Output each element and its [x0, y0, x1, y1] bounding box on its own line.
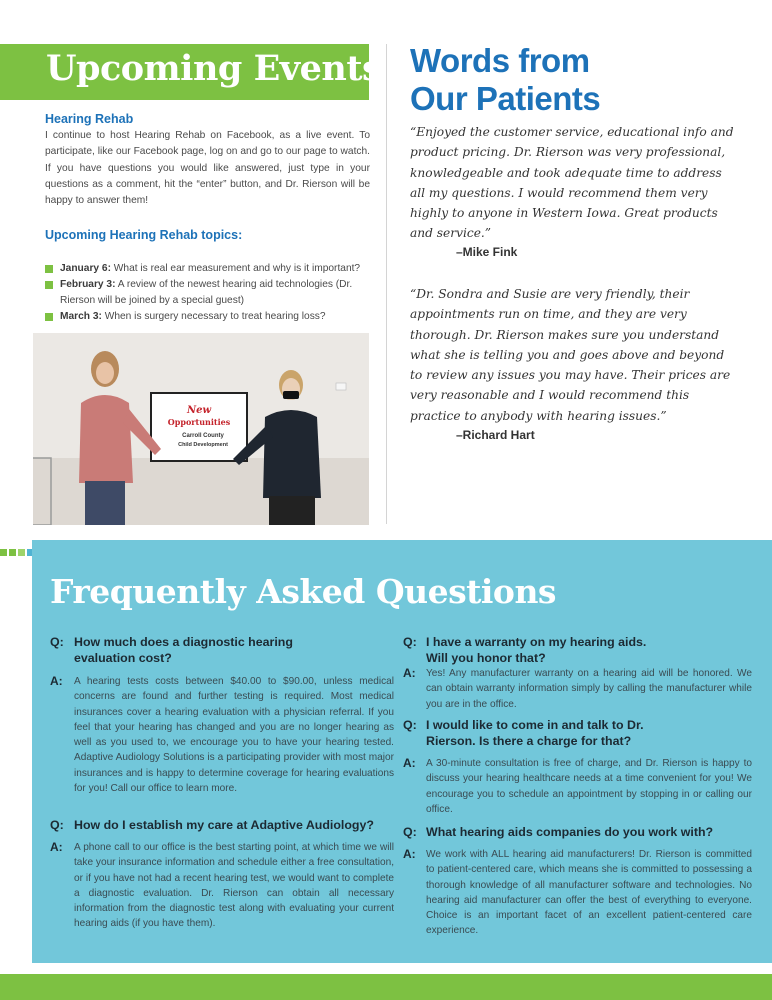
- answer-text: A 30-minute consultation is free of charge, and Dr. Rierson is happy to discuss your hearing healthcare needs at a time convenient for you! We encourage you to schedule an appointment by stopping in or calling our office.: [426, 758, 752, 815]
- answer-text: We work with ALL hearing aid manufacturers! Dr. Rierson is committed to patient-centered care, which means she is committed to possessing a thorough knowledge of all manufacturer software and technologies. No hearing aid manufacturer can offer the best of everything to everyone. Choice is an important facet of an excellent patient-centered care experience.: [426, 849, 752, 937]
- faq-question: [403, 634, 752, 666]
- faq-answer: [50, 674, 394, 796]
- q-label: Q:: [403, 718, 417, 732]
- square-bullet-icon: [45, 313, 53, 321]
- faq-question: [403, 717, 752, 749]
- a-label: A:: [403, 666, 416, 680]
- topics-heading: Upcoming Hearing Rehab topics:: [45, 228, 243, 242]
- events-title: Upcoming Events: [46, 48, 382, 89]
- q-label: Q:: [50, 635, 64, 649]
- hearing-rehab-text: I continue to host Hearing Rehab on Facebook, as a live event. To participate, like our Facebook page, log on and go to our page to watch. If you have questions you would like answered, just type in your questions as a comment, hit the “enter” button, and Dr. Rierson will be happy to answer them!: [45, 130, 370, 207]
- topic-date: February 3:: [60, 279, 116, 290]
- testimonial-author: –Richard Hart: [456, 428, 535, 442]
- square-decoration: [9, 549, 16, 556]
- words-title-line2: Our Patients: [410, 80, 601, 117]
- event-photo: [33, 333, 369, 525]
- sign-text: Child Development: [178, 442, 228, 448]
- q-label: Q:: [403, 825, 417, 839]
- testimonial-quote: “Dr. Sondra and Susie are very friendly, their appointments run on time, and they are very thorough. Dr. Rierson makes sure you understand what she is telling you and goes above and beyond to review any issues you may have. Their prices are very reasonable and I would recommend this practice to anybody with hearing issues.”: [410, 287, 731, 423]
- faq-question: [403, 824, 752, 840]
- topics-list: [45, 261, 375, 325]
- sign-text: New: [186, 405, 212, 416]
- question-text: I would like to come in and talk to Dr. Rierson. Is there a charge for that?: [426, 718, 644, 748]
- question-text: What hearing aids companies do you work with?: [426, 825, 714, 839]
- topic-date: January 6:: [60, 263, 111, 274]
- faq-question: [50, 817, 394, 833]
- square-decoration: [18, 549, 25, 556]
- q-label: Q:: [50, 818, 64, 832]
- a-label: A:: [50, 840, 63, 854]
- topic-text: A review of the newest hearing aid technologies (Dr. Rierson will be joined by a special guest): [60, 279, 353, 306]
- faq-answer: [403, 847, 752, 939]
- topic-text: When is surgery necessary to treat hearing loss?: [101, 311, 326, 322]
- hearing-rehab-heading: Hearing Rehab: [45, 112, 134, 126]
- topic-item: [45, 309, 375, 325]
- faq-answer: [403, 666, 752, 712]
- square-bullet-icon: [45, 265, 53, 273]
- answer-text: Yes! Any manufacturer warranty on a hearing aid will be honored. We can obtain warranty information simply by calling the manufacturer while you are in the office.: [426, 668, 752, 710]
- sign-text: Carroll County: [182, 433, 224, 439]
- testimonial-quote: “Enjoyed the customer service, educational info and product pricing. Dr. Rierson was very professional, knowledgeable and took adequate time to address all my questions. I would recommend them very highly to anyone in Western Iowa. Great products and service.”: [410, 125, 734, 241]
- column-divider: [386, 44, 387, 524]
- testimonial-author: –Mike Fink: [456, 245, 518, 259]
- faq-title: Frequently Asked Questions: [50, 572, 557, 611]
- square-decoration: [0, 549, 7, 556]
- footer-bar: [0, 974, 772, 1000]
- faq-answer: [403, 756, 752, 817]
- topic-item: [45, 261, 375, 277]
- faq-question: [50, 634, 394, 666]
- topic-date: March 3:: [60, 311, 102, 322]
- words-title: [410, 42, 600, 118]
- answer-text: A hearing tests costs between $40.00 to $90.00, unless medical concerns are found and further testing is required. Most medical insurances cover a hearing evaluation with a physician referral. If you feel that your hearing has changed and you are no longer hearing as well as you used to, we encourage you to have your hearing tested. Adaptive Audiology Solutions is a participating provider with most major insurances and is happy to determine coverage for hearing evaluations for you! Call our office to learn more.: [74, 676, 394, 795]
- topic-item: [45, 277, 375, 309]
- words-title-line1: Words from: [410, 42, 590, 79]
- a-label: A:: [403, 756, 416, 770]
- question-text: I have a warranty on my hearing aids. Will you honor that?: [426, 635, 647, 665]
- topic-text: What is real ear measurement and why is it important?: [110, 263, 361, 274]
- question-text: How do I establish my care at Adaptive Audiology?: [74, 818, 374, 832]
- photo-illustration: [33, 333, 369, 525]
- answer-text: A phone call to our office is the best starting point, at which time we will take your insurance information and schedule either a free consultation, or if you have not had a recent hearing test, we would want to complete a diagnostic evaluation. Dr. Rierson can obtain all necessary information from the diagnostic test along with evaluating your current hearing aids (if you have them).: [74, 842, 394, 930]
- a-label: A:: [403, 847, 416, 861]
- square-bullet-icon: [45, 281, 53, 289]
- question-text: How much does a diagnostic hearing evaluation cost?: [74, 635, 293, 665]
- a-label: A:: [50, 674, 63, 688]
- faq-answer: [50, 840, 394, 932]
- q-label: Q:: [403, 635, 417, 649]
- sign-text: Opportunities: [167, 417, 231, 427]
